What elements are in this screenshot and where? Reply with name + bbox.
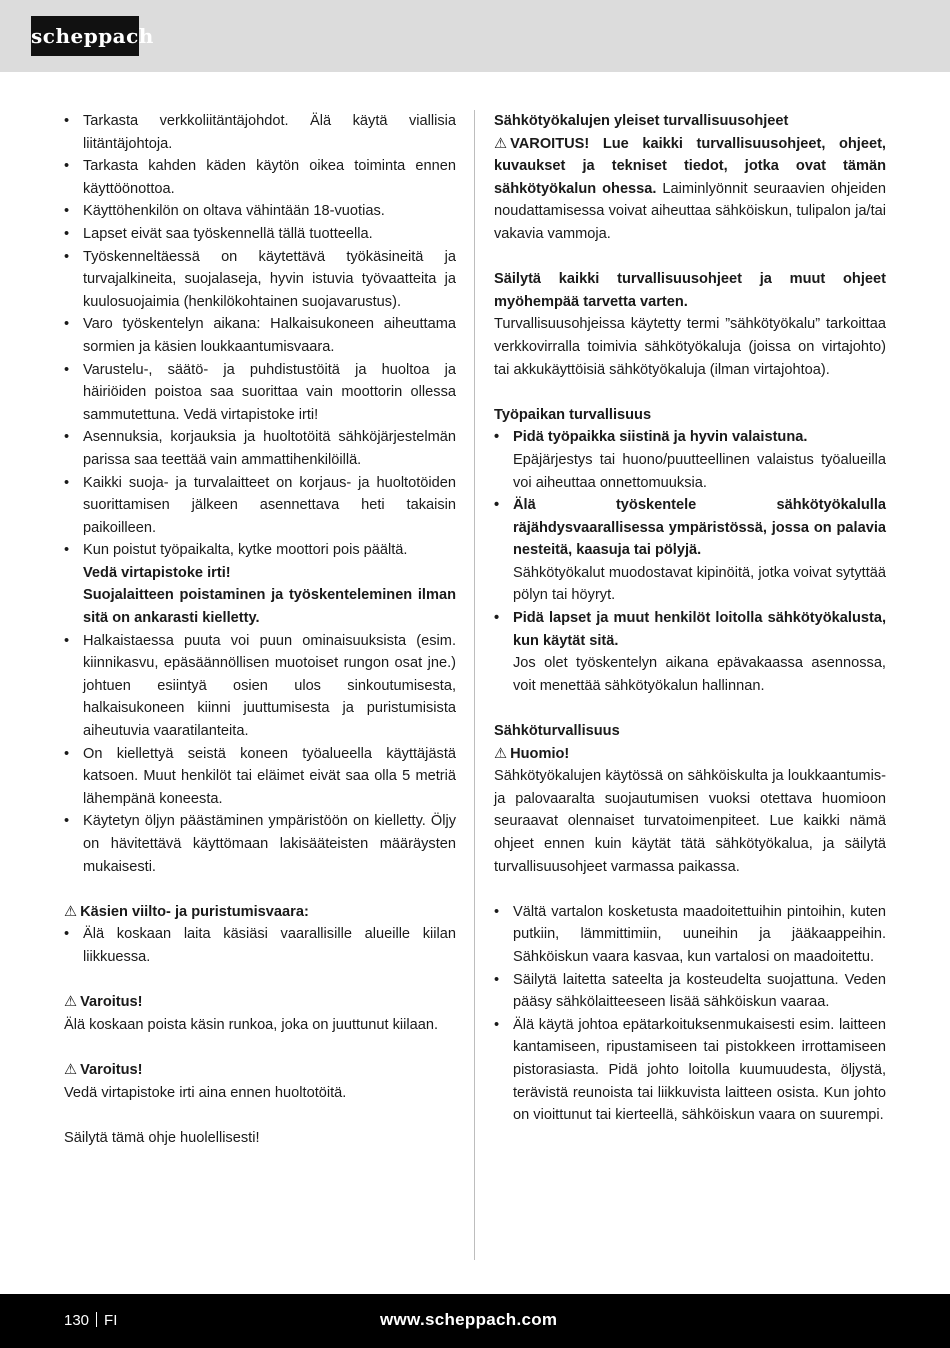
language-code: FI bbox=[104, 1312, 118, 1329]
workplace-safety-heading: Työpaikan turvallisuus bbox=[494, 406, 652, 423]
list-item: • Halkaistaessa puuta voi puun ominaisuuksista (esim. kiinnikasvu, epäsäännöllisen muotoiset rungon osat jne.) johtuen esiintyä osien ulos sinkoutumisesta, halkaisukoneen kiinni juuttumisesta ja puristumisista aiheutuvia vaaratilanteita. bbox=[64, 632, 456, 740]
list-item: • Työskenneltäessä on käytettävä työkäsineitä ja turvajalkineita, suojalaseja, hyvin istuvia työvaatteita ja kuulosuojaimia (henkilökohtainen suojavarustus). bbox=[64, 248, 456, 310]
warning-triangle-icon: ⚠ bbox=[494, 135, 508, 152]
list-item: • Käyttöhenkilön on oltava vähintään 18-vuotias. bbox=[64, 203, 385, 220]
keep-instructions-text: Säilytä tämä ohje huolellisesti! bbox=[64, 1129, 260, 1146]
electrical-safety-list bbox=[494, 901, 886, 1127]
warning-triangle-icon: ⚠ bbox=[64, 1061, 78, 1078]
list-item: • Älä koskaan laita käsiäsi vaarallisille alueille kiilan liikkuessa. bbox=[64, 926, 456, 965]
list-item: • Varo työskentelyn aikana: Halkaisukoneen aiheuttama sormien ja käsien loukkaantumisvaara. bbox=[64, 316, 456, 355]
left-column bbox=[64, 110, 456, 1149]
list-item: • Varustelu-, säätö- ja puhdistustöitä ja huoltoa ja häiriöiden poistoa saa suorittaa vain moottorin ollessa sammutettuna. Vedä virtapistoke irti! bbox=[64, 361, 456, 423]
guard-removal-notice: Suojalaitteen poistaminen ja työskenteleminen ilman sitä on ankarasti kielletty. bbox=[83, 587, 456, 627]
crush-hazard-heading: ⚠ Käsien viilto- ja puristumisvaara: bbox=[64, 901, 456, 924]
header-band bbox=[0, 0, 950, 72]
power-tool-definition: Turvallisuusohjeissa käytetty termi ”sähkötyökalu” tarkoittaa verkkovirralla toimivia sähkötyökaluja (joissa on virtajohto) tai akkukäyttöisiä sähkötyökaluja (ilman virtajohtoa). bbox=[494, 316, 886, 378]
electrical-safety-text: Sähkötyökalujen käytössä on sähköiskulta ja loukkaantumis- ja palovaaralta suojautumisen vuoksi otettava huomioon seuraavat olennaiset turvatoimenpiteet. Lue kaikki nämä ohjeet ennen kuin käytät tätä sähkötyökalua, ja säilytä turvallisuusohjeet varmassa paikassa. bbox=[494, 768, 886, 875]
general-safety-heading: Sähkötyökalujen yleiset turvallisuusohjeet bbox=[494, 113, 789, 129]
warning-triangle-icon: ⚠ bbox=[64, 903, 78, 920]
electrical-safety-heading: Sähköturvallisuus bbox=[494, 723, 620, 740]
list-item: • Tarkasta kahden käden käytön oikea toiminta ennen käyttöönottoa. bbox=[64, 158, 456, 197]
list-item: • Vältä vartalon kosketusta maadoitettuihin pintoihin, kuten putkiin, lämmittimiin, uuneihin ja jääkaappeihin. Sähköiskun vaara kasvaa, kun vartalosi on maadoitettu. bbox=[494, 903, 886, 965]
page-separator bbox=[96, 1312, 97, 1327]
footer-bar bbox=[0, 1294, 950, 1348]
unplug-notice: Vedä virtapistoke irti! bbox=[83, 564, 231, 581]
list-item: • Säilytä laitetta sateelta ja kosteudelta suojattuna. Veden pääsy sähkölaitteeseen lisää sähköiskun vaaraa. bbox=[494, 971, 886, 1011]
general-warning: ⚠ VAROITUS! Lue kaikki turvallisuusohjeet, ohjeet, kuvaukset ja tekniset tiedot, jotka ovat tämän sähkötyökalun ohessa. Laiminlyönnit seuraavien ohjeiden noudattamisessa voivat aiheuttaa sähköiskun, tulipalon ja/tai vakavia vammoja. bbox=[494, 133, 886, 246]
warning-triangle-icon: ⚠ bbox=[494, 745, 508, 762]
warning-heading: ⚠ Varoitus! bbox=[64, 1059, 456, 1082]
workplace-safety-list: • Pidä työpaikka siistinä ja hyvin valaistuna. Epäjärjestys tai huono/puutteellinen valaistus työalueilla voi aiheuttaa onnettomuuksia. • Älä työskentele sähkötyökalulla räjähdysvaarallisessa ympäristössä, jossa on palavia nesteitä, kaasuja tai pölyjä. Sähkötyökalut muodostavat kipinöitä, jotka voivat sytyttää pölyn tai höyryt. • Pidä lapset ja muut henkilöt loitolla sähkötyökalusta, kun käytät sitä. Jos olet työskentelyn aikana epävakaassa asennossa, voit menettää sähkötyökalun hallinnan. bbox=[494, 426, 886, 697]
list-item: • Älä käytä johtoa epätarkoituksenmukaisesti esim. laitteen kantamiseen, ripustamiseen tai pistokkeen irrottamiseen pistorasiasta. Pidä johto loitolla kuumuudesta, öljystä, terävistä reunoista tai liikkuvista laitteen osista. Kun johto on vioittunut tai kierteellä, sähköiskun vaara on suurempi. bbox=[494, 1016, 886, 1124]
safety-bullet-list bbox=[64, 110, 456, 878]
list-item: • On kiellettyä seistä koneen työalueella käyttäjästä katsoen. Muut henkilöt tai eläimet eivät saa olla 5 metriä lähempänä koneesta. bbox=[64, 745, 456, 807]
column-divider bbox=[474, 110, 475, 1260]
right-column bbox=[494, 110, 886, 1127]
warning-heading: ⚠ Varoitus! bbox=[64, 991, 456, 1014]
list-item: • Pidä työpaikka siistinä ja hyvin valaistuna. bbox=[494, 429, 808, 446]
note-heading: ⚠ Huomio! bbox=[494, 743, 886, 766]
list-item: • Älä työskentele sähkötyökalulla räjähdysvaarallisessa ympäristössä, jossa on palavia nesteitä, kaasuja tai pölyjä. bbox=[494, 497, 886, 559]
unplug-list-item: • Kun poistut työpaikalta, kytke moottori pois päältä. Vedä virtapistoke irti! Suojalaitteen poistaminen ja työskenteleminen ilman sitä on ankarasti kielletty. bbox=[64, 542, 456, 627]
list-item: • Tarkasta verkkoliitäntäjohdot. Älä käytä viallisia liitäntäjohtoja. bbox=[64, 113, 456, 152]
keep-all-instructions: Säilytä kaikki turvallisuusohjeet ja muut ohjeet myöhempää tarvetta varten. bbox=[494, 271, 886, 310]
list-item: • Käytetyn öljyn päästäminen ympäristöön on kielletty. Öljy on hävitettävä käyttömaan lakisääteisten määräysten mukaisesti. bbox=[64, 813, 456, 875]
warning-text: Älä koskaan poista käsin runkoa, joka on juuttunut kiilaan. bbox=[64, 1016, 438, 1033]
warning-text: Vedä virtapistoke irti aina ennen huoltotöitä. bbox=[64, 1084, 347, 1101]
website-link[interactable]: www.scheppach.com bbox=[380, 1310, 558, 1329]
list-item: • Lapset eivät saa työskennellä tällä tuotteella. bbox=[64, 225, 373, 242]
scheppach-logo: scheppach bbox=[31, 16, 139, 56]
warning-triangle-icon: ⚠ bbox=[64, 994, 78, 1011]
list-item: • Pidä lapset ja muut henkilöt loitolla sähkötyökalusta, kun käytät sitä. bbox=[494, 610, 886, 649]
list-item: • Asennuksia, korjauksia ja huoltotöitä sähköjärjestelmän parissa saa teettää vain ammattihenkilöillä. bbox=[64, 429, 456, 468]
page-number: 130 FI bbox=[64, 1312, 118, 1329]
list-item: • Kaikki suoja- ja turvalaitteet on korjaus- ja huoltotöiden suorittamisen jälkeen asennettava heti takaisin paikoilleen. bbox=[64, 474, 456, 536]
